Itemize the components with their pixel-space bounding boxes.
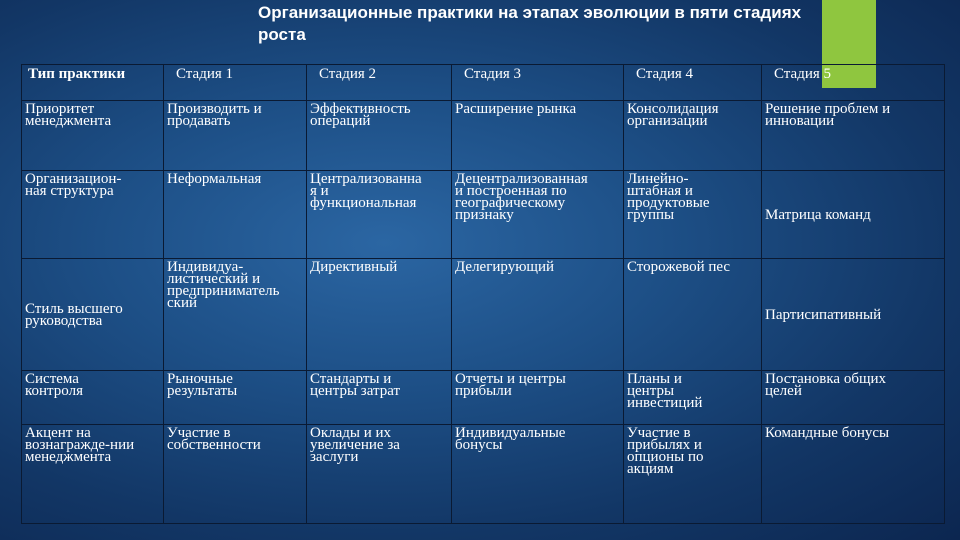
table-cell: Оклады и их увеличение за заслуги [307,425,452,524]
table-cell: Сторожевой пес [624,259,762,371]
table-cell: Планы и центры инвестиций [624,371,762,425]
table-cell: Эффективность операций [307,101,452,171]
practices-table [21,64,945,524]
table-cell: Неформальная [164,171,307,259]
table-cell: Индивидуальные бонусы [452,425,624,524]
header-stage-2: Стадия 2 [307,65,452,101]
table-cell: Командные бонусы [762,425,945,524]
row-label: Стиль высшего руководства [22,259,164,371]
table-cell: Директивный [307,259,452,371]
page-title: Организационные практики на этапах эволюции в пяти стадиях роста [258,3,802,44]
header-stage-4: Стадия 4 [624,65,762,101]
table-row [22,171,945,259]
table-cell: Консолидация организации [624,101,762,171]
header-practice-type: Тип практики [22,65,164,101]
table-cell: Стандарты и центры затрат [307,371,452,425]
table-cell: Рыночные результаты [164,371,307,425]
table-cell: Участие в собственности [164,425,307,524]
table-row [22,259,945,371]
table-row [22,101,945,171]
table-cell: Партисипативный [762,259,945,371]
table-cell: Решение проблем и инновации [762,101,945,171]
table-cell: Производить и продавать [164,101,307,171]
table-row [22,371,945,425]
table-cell: Индивидуа- листический и предприниматель ский [164,259,307,371]
header-stage-5: Стадия 5 [762,65,945,101]
table-cell: Участие в прибылях и опционы по акциям [624,425,762,524]
table-cell: Децентрализованная и построенная по географическому признаку [452,171,624,259]
row-label: Акцент на вознагражде-нии менеджмента [22,425,164,524]
table-cell: Линейно- штабная и продуктовые группы [624,171,762,259]
table-row [22,425,945,524]
table-cell: Централизованна я и функциональная [307,171,452,259]
table-cell: Отчеты и центры прибыли [452,371,624,425]
header-stage-3: Стадия 3 [452,65,624,101]
table-header-row [22,65,945,101]
row-label: Организацион- ная структура [22,171,164,259]
table-cell: Расширение рынка [452,101,624,171]
table-cell: Делегирующий [452,259,624,371]
row-label: Система контроля [22,371,164,425]
table-cell: Матрица команд [762,171,945,259]
row-label: Приоритет менеджмента [22,101,164,171]
header-stage-1: Стадия 1 [164,65,307,101]
table-cell: Постановка общих целей [762,371,945,425]
